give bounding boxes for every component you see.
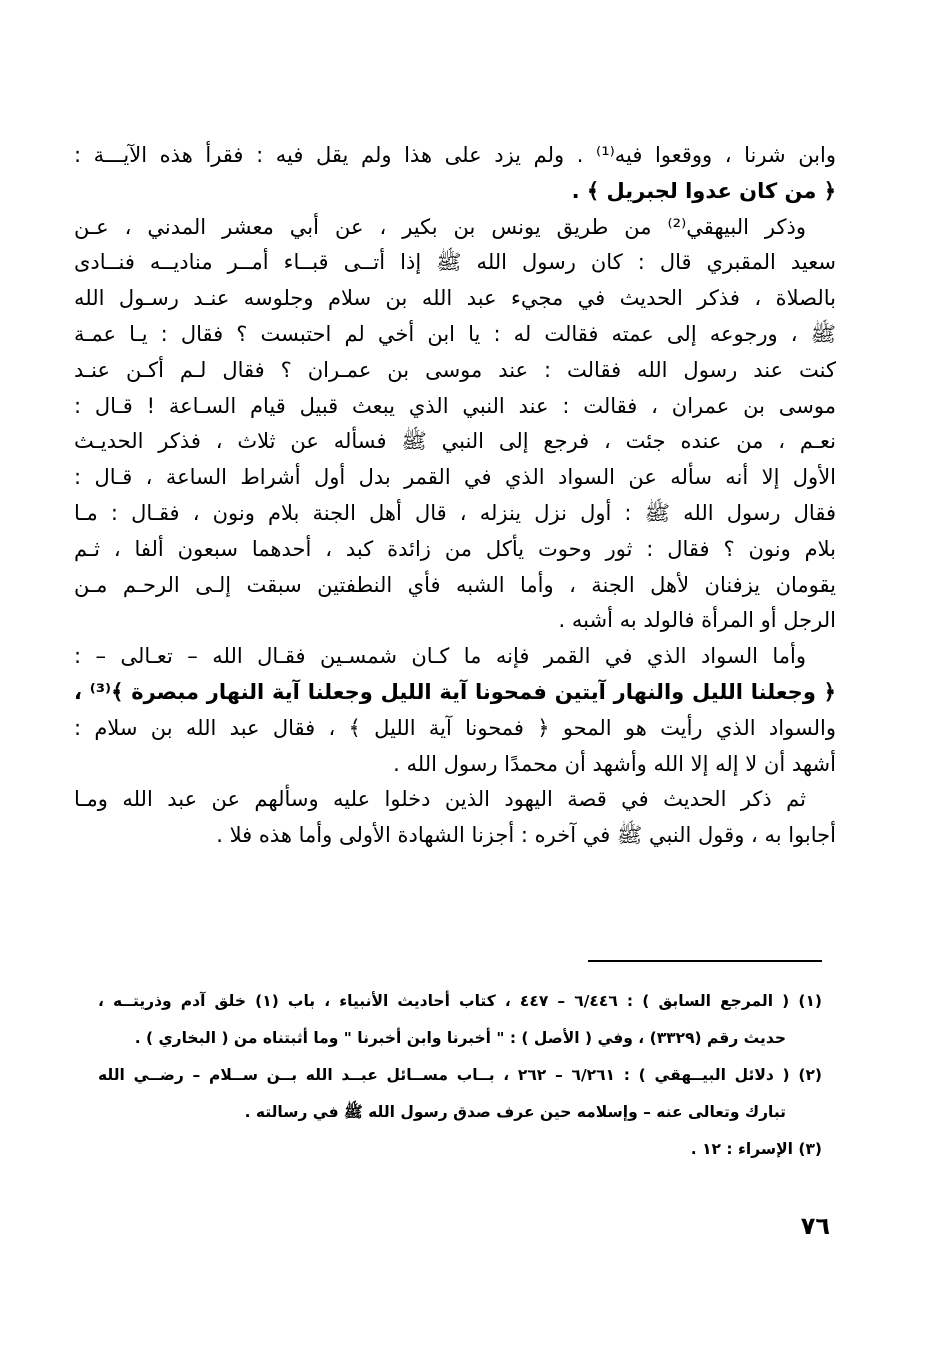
text-line: بلام ونون ؟ فقال : ثور وحوت يأكل من زائدة كبد ، أحدهما سبعون ألفا ، ثـم xyxy=(74,536,836,561)
page-number: ٧٦ xyxy=(800,1212,830,1240)
footnotes xyxy=(98,983,822,1168)
text-line: موسى بن عمران ، فقالت : عند النبي الذي يبعث قبيل قيام السـاعة ! قـال : xyxy=(74,393,836,418)
text-line: فقال رسول الله ﷺ : أول نزل ينزله ، قال أهل الجنة بلام ونون ، فقـال : مـا xyxy=(74,500,836,525)
footnote-line: (١) ( المرجع السابق ) : ٦/٤٤٦ – ٤٤٧ ، كتاب أحاديث الأنبياء ، باب (١) خلق آدم وذريتــه ، xyxy=(98,992,822,1010)
text-line: وذكر البيهقي⁽²⁾ من طريق يونس بن بكير ، عن أبي معشر المدني ، عـن xyxy=(74,214,807,239)
text-line: بالصلاة ، فذكر الحديث في مجيء عبد الله بن سلام وجلوسه عنـد رسـول الله xyxy=(74,286,836,311)
text-line: ثم ذكر الحديث في قصة اليهود الذين دخلوا عليه وسألهم عن عبد الله ومـا xyxy=(74,787,806,812)
text-line: أشهد أن لا إله إلا الله وأشهد أن محمدًا رسول الله . xyxy=(393,751,836,776)
text-line: سعيد المقبري قال : كان رسول الله ﷺ إذا أتــى قبــاء أمــر مناديــه فنــادى xyxy=(74,250,836,275)
text-line: يقومان يزفنان لأهل الجنة ، وأما الشبه فأي النطفتين سبقت إلـى الرحـم مـن xyxy=(74,572,836,597)
text-line: وأما السواد الذي في القمر فإنه ما كـان شمسـين فقـال الله – تعـالى – : xyxy=(74,644,806,669)
text-line: ﷺ ، ورجوعه إلى عمته فقالت له : يا ابن أخي لم احتبست ؟ فقال : يـا عمـة xyxy=(74,321,836,346)
footnote-line: تبارك وتعالى عنه – وإسلامه حين عرف صدق رسول الله ﷺ في رسالته . xyxy=(244,1103,786,1121)
text-line: والسواد الذي رأيت هو المحو ﴿ فمحونا آية الليل ﴾ ، فقال عبد الله بن سلام : xyxy=(74,715,836,740)
text-line: كنت عند رسول الله فقالت : عند موسى بن عمـران ؟ فقال لـم أكـن عنـد xyxy=(74,357,836,382)
footnote-line: حديث رقم (٣٣٢٩) ، وفي ( الأصل ) : " أخبرنا وابن أخبرنا " وما أثبتناه من ( البخاري ) . xyxy=(134,1029,786,1047)
text-line: الأول إلا أنه سأله عن السواد الذي في القمر بدل أول أشراط الساعة ، قـال : xyxy=(74,465,836,490)
footnote-line: (٢) ( دلائل البيــهقي ) : ٦/٢٦١ – ٢٦٢ ، بــاب مســائل عبــد الله بــن ســلام – رضــي الله xyxy=(98,1066,823,1084)
quran-verse-line: ﴿ وجعلنا الليل والنهار آيتين فمحونا آية الليل وجعلنا آية النهار مبصرة ﴾⁽³⁾ ، xyxy=(74,679,836,704)
footnote-line: (٣) الإسراء : ١٢ . xyxy=(690,1140,822,1158)
text-line: نعـم ، من عنده جئت ، فرجع إلى النبي ﷺ فسأله عن ثلاث ، فذكر الحديـث xyxy=(74,429,836,454)
text-line: أجابوا به ، وقول النبي ﷺ في آخره : أجزنا الشهادة الأولى وأما هذه فلا . xyxy=(216,823,836,848)
text-line: الرجل أو المرأة فالولد به أشبه . xyxy=(558,608,836,633)
footnote-divider xyxy=(588,960,822,962)
text-line: وابن شرنا ، ووقعوا فيه⁽¹⁾ . ولم يزد على هذا ولم يقل فيه : فقرأ هذه الآيـــة : xyxy=(74,143,836,167)
body-text xyxy=(74,138,836,854)
quran-verse-line: ﴿ من كان عدوا لجبريل ﴾ . xyxy=(571,178,836,203)
